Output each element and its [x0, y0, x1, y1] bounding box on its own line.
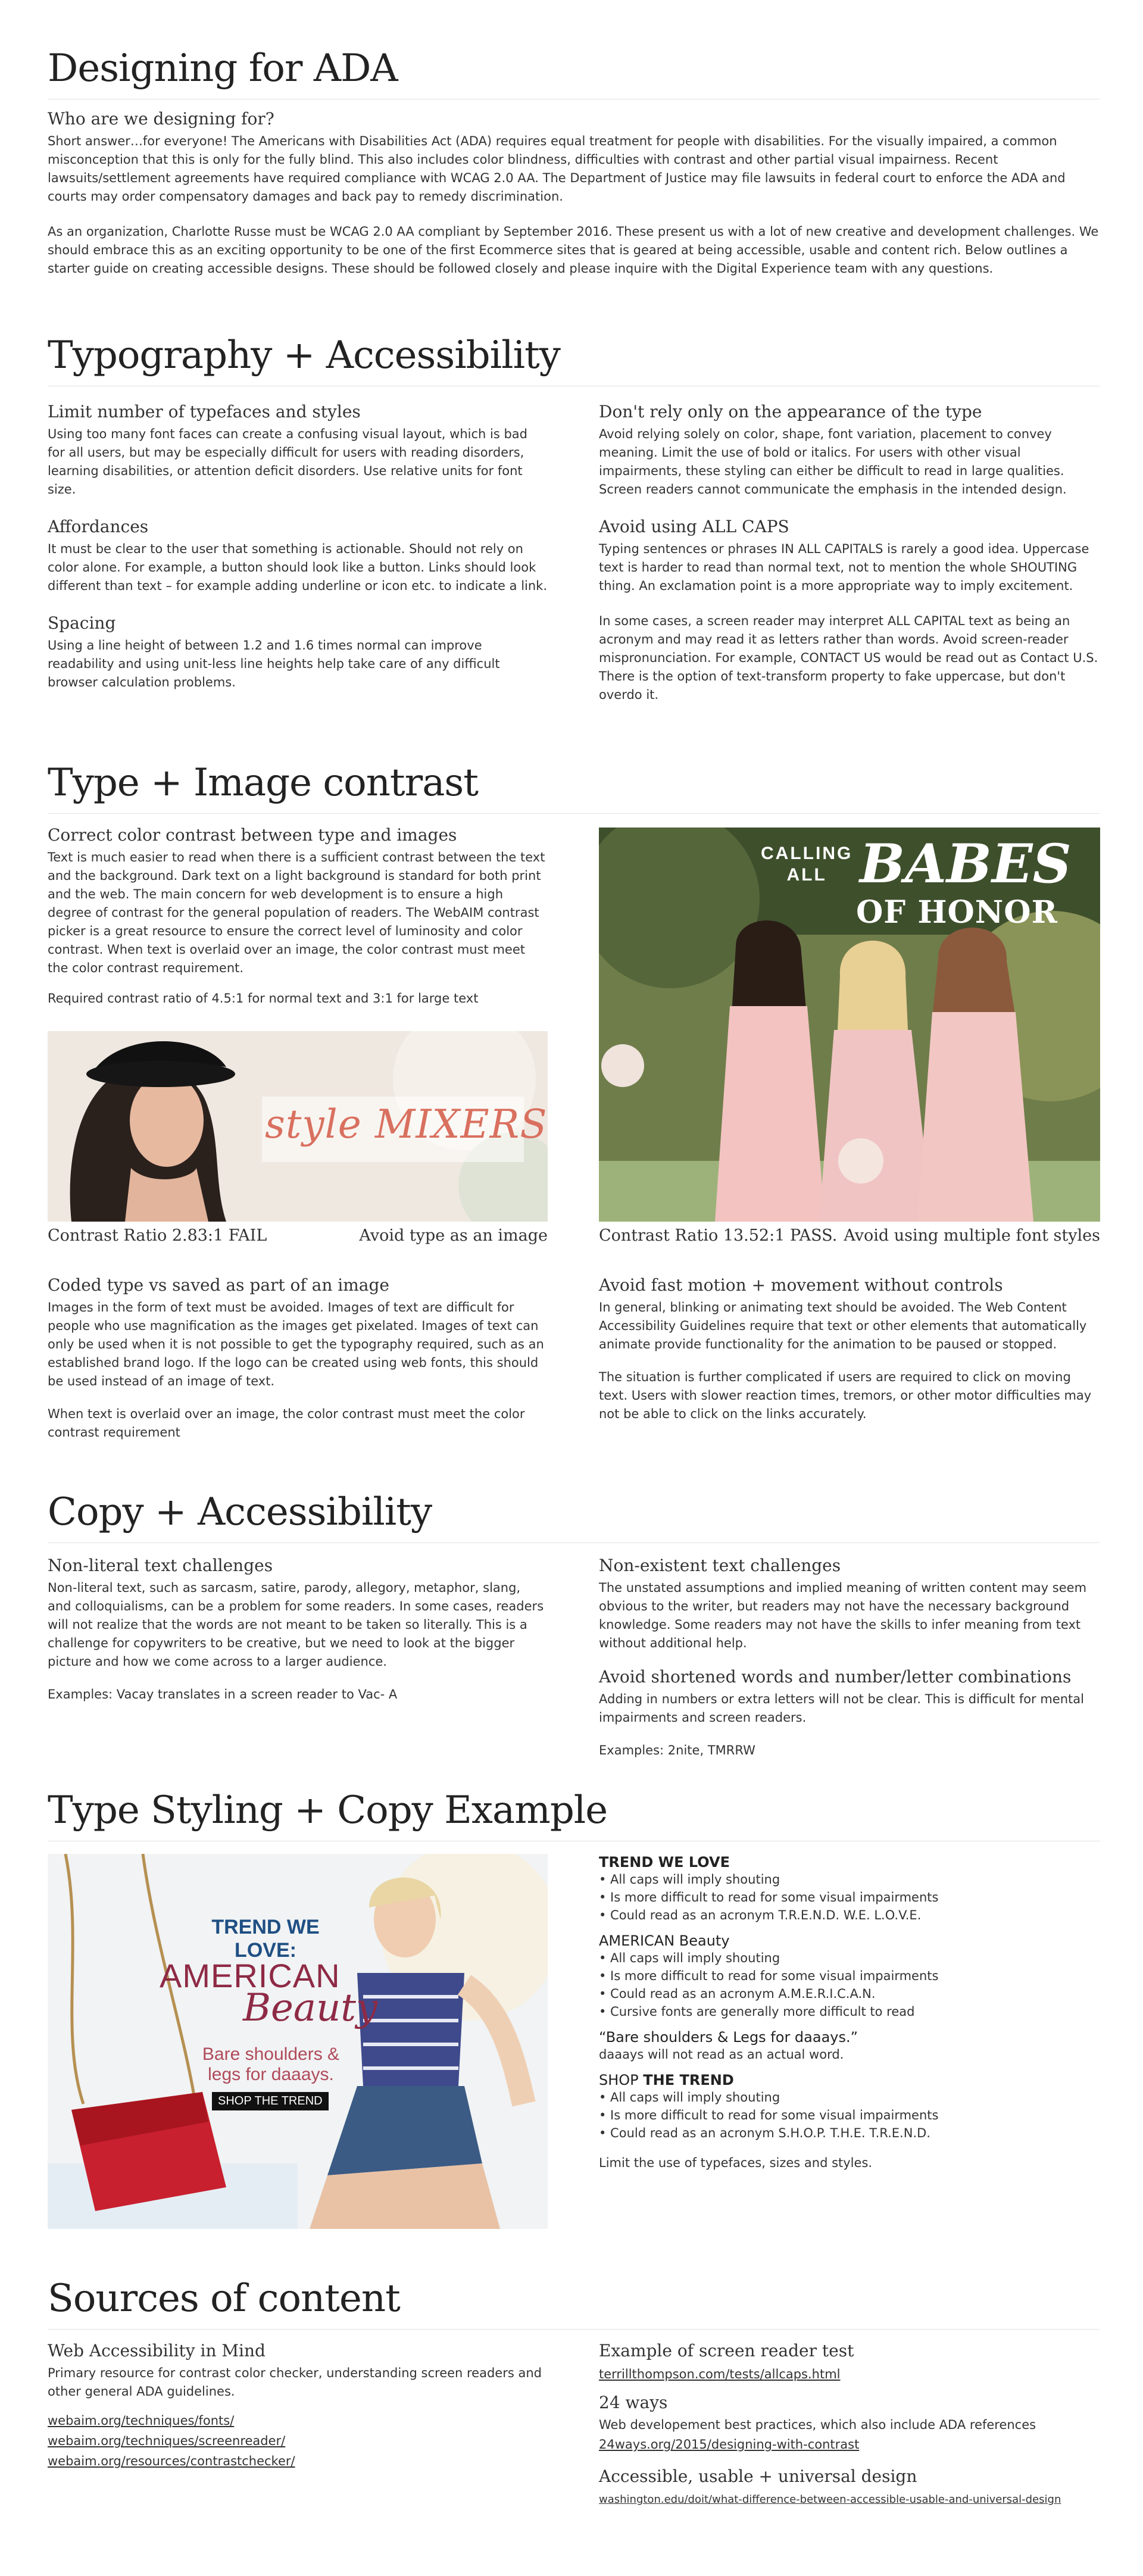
section-example [48, 1788, 1100, 2170]
bullet-item: • Is more difficult to read for some visual impairments [599, 1890, 939, 1904]
source-link[interactable]: webaim.org/techniques/fonts/ [48, 2413, 235, 2428]
shop-label: SHOP [599, 2072, 644, 2088]
source-link[interactable]: terrillthompson.com/tests/allcaps.html [599, 2367, 841, 2381]
source-link[interactable]: webaim.org/techniques/screenreader/ [48, 2434, 286, 2448]
style-mixers-logo: style MIXERS [265, 1101, 548, 1147]
paragraph: Examples: Vacay translates in a screen reader to Vac- A [48, 1687, 398, 1701]
calling-label: CALLING [761, 844, 853, 863]
subheading: Avoid fast motion + movement without controls [599, 1275, 1003, 1295]
example-illustration [48, 1854, 548, 2229]
bullet-item: • Could read as an acronym T.R.E.N.D. W.E. L.O.V.E. [599, 1908, 922, 1922]
shop-the-trend-button[interactable]: SHOP THE TREND [212, 2092, 329, 2110]
paragraph: Typing sentences or phrases IN ALL CAPITALS is rarely a good idea. Uppercase text is harder to read than normal text, not to mention the whole SHOUTING thing. An exclamation point is a more appropriate way to imply excitement. [599, 542, 1089, 593]
column-right [599, 1854, 1099, 2182]
paragraph: Using too many font faces can create a confusing visual layout, which is bad for all users, but may be especially difficult for users with reading disorders, learning disabilities, or attention deficit disorders. Use relative units for font size. [48, 427, 527, 497]
column-left [48, 1275, 548, 1451]
bullet-item: • All caps will imply shouting [599, 1872, 780, 1887]
paragraph: In some cases, a screen reader may interpret ALL CAPITAL text as being an acronym and may read it as letters rather than words. Avoid screen-reader mispronunciation. For example, CONTACT US would be read out as Contact U.S. There is the option of text-transform property to fake uppercase, but don't overdo it. [599, 614, 1098, 702]
source-link[interactable]: webaim.org/resources/contrastchecker/ [48, 2454, 295, 2468]
line-2: legs for daaays. [208, 2065, 334, 2084]
section-title: Designing for ADA [48, 46, 398, 90]
bullet-item: • Is more difficult to read for some visual impairments [599, 1969, 939, 1983]
subheading: Don't rely only on the appearance of the type [599, 402, 982, 421]
column-right [599, 1556, 1099, 1769]
bullet-item: • Cursive fonts are generally more difficult to read [599, 2004, 915, 2019]
caption-row [48, 1226, 548, 1245]
example-heading: TREND WE LOVE [599, 1854, 730, 1871]
section-title: Typography + Accessibility [48, 333, 560, 377]
note: Limit the use of typefaces, sizes and styles. [599, 2156, 873, 2170]
section-sources [48, 2277, 1100, 2506]
example-heading [599, 2072, 1099, 2088]
bullet-list [599, 1949, 1099, 2021]
caption-note: Avoid using multiple font styles [844, 1226, 1100, 1245]
subheading: Spacing [48, 613, 116, 633]
paragraph: Required contrast ratio of 4.5:1 for normal text and 3:1 for large text [48, 991, 479, 1006]
paragraph: Short answer…for everyone! The Americans with Disabilities Act (ADA) requires equal treatment for people with disabilities. For the visually impaired, a common misconception that this is only for the fully blind. This also includes color blindness, difficulties with contrast and other partial visual impairness. Recent lawsuits/settlement agreements have required compliance with WCAG 2.0 AA. The Department of Justice may file lawsuits in federal court to enforce the ADA and courts may order compensatory damages and back pay to remedy discrimination. [48, 134, 1066, 204]
paragraph: Avoid relying solely on color, shape, font variation, placement to convey meaning. Limit the use of bold or italics. For users with other visual impairments, these styling can either be difficult to read in large qualities. Screen readers cannot communicate the emphasis in the intended design. [599, 427, 1067, 497]
paragraph: Examples: 2nite, TMRRW [599, 1743, 755, 1757]
paragraph: Primary resource for contrast color checker, understanding screen readers and other general ADA guidelines. [48, 2366, 542, 2399]
bullet-list [599, 1871, 1099, 1924]
caption-note: Avoid type as an image [359, 1226, 548, 1245]
example-heading: AMERICAN Beauty [599, 1932, 730, 1949]
the-trend-label: THE TREND [643, 2072, 734, 2088]
paragraph: The situation is further complicated if users are required to click on moving text. Users with slower reaction times, tremors, or other motor difficulties may not be able to click on the links accurately. [599, 1370, 1092, 1421]
column-left [48, 2341, 548, 2471]
american-beauty-image [48, 1854, 548, 2229]
paragraph: Using a line height of between 1.2 and 1.6 times normal can improve readability and using unit-less line heights help take care of any difficult browser calculation problems. [48, 638, 500, 689]
paragraph: It must be clear to the user that something is actionable. Should not rely on color alone. For example, a button should look like a button. Links should look different than text – for example adding underline or icon etc. to indicate a link. [48, 542, 548, 593]
paragraph: Images in the form of text must be avoided. Images of text are difficult for people who use magnification as the images get pixelated. Images of text can only be used when it is not possible to get the typography required, such as an established brand logo. If the logo can be created using web fonts, this should be used instead of an image of text. [48, 1300, 544, 1388]
example-heading: “Bare shoulders & Legs for daaays.” [599, 2029, 858, 2046]
subheading: Avoid shortened words and number/letter combinations [599, 1667, 1072, 1687]
column-left [48, 402, 548, 701]
bullet-list [599, 2088, 1099, 2142]
source-link[interactable]: washington.edu/doit/what-difference-between-accessible-usable-and-universal-design [599, 2493, 1061, 2506]
of-honor-title: OF HONOR [856, 894, 1058, 931]
paragraph: When text is overlaid over an image, the color contrast must meet the color contrast requirement [48, 1407, 525, 1440]
column-right [599, 1275, 1099, 1433]
subheading: Accessible, usable + universal design [599, 2466, 917, 2486]
section-title: Type Styling + Copy Example [48, 1788, 608, 1832]
section-copy [48, 1490, 1100, 1757]
all-label: ALL [786, 865, 827, 885]
subheading: Affordances [48, 517, 149, 536]
babes-of-honor-image [599, 828, 1100, 1222]
bullet-item: • Is more difficult to read for some visual impairments [599, 2108, 939, 2122]
subheading: Coded type vs saved as part of an image [48, 1275, 389, 1295]
paragraph: Web developement best practices, which also include ADA references [599, 2418, 1036, 2432]
divider [48, 813, 1100, 814]
section-designing [48, 46, 1100, 288]
paragraph: The unstated assumptions and implied meaning of written content may seem obvious to the writer, but readers may not have the necessary background knowledge. Some readers may not have the skills to infer meaning from text without additional help. [599, 1581, 1087, 1650]
divider [48, 2329, 1100, 2330]
paragraph: Text is much easier to read when there is a sufficient contrast between the text and the background. Dark text on a light background is standard for both print and the web. The main concern for web development is to ensure a high degree of contrast for the general population of readers. The WebAIM contrast picker is a great resource to ensure the correct level of luminosity and color contrast. When text is overlaid over an image, the color contrast must meet the color contrast requirement. [48, 850, 545, 975]
section-contrast [48, 761, 1100, 1440]
paragraph: As an organization, Charlotte Russe must be WCAG 2.0 AA compliant by September 2016. These present us with a lot of new creative and development challenges. We should embrace this as an exciting opportunity to be one of the first Ecommerce sites that is geared at being accessible, usable and content rich. Below outlines a starter guide on creating accessible designs. These should be followed closely and please inquire with the Digital Experience team with any questions. [48, 224, 1099, 276]
line-1: Bare shoulders & [202, 2044, 340, 2064]
bare-shoulders-text [196, 2044, 345, 2085]
section-title: Type + Image contrast [48, 761, 478, 805]
bullet-item: • All caps will imply shouting [599, 1951, 780, 1965]
column-left [48, 825, 548, 1017]
subheading: Avoid using ALL CAPS [599, 517, 789, 536]
bullet-item: • Could read as an acronym A.M.E.R.I.C.A.N. [599, 1987, 876, 2001]
paragraph: Adding in numbers or extra letters will not be clear. This is difficult for mental impairments and screen readers. [599, 1692, 1084, 1725]
bullet-item: daaays will not read as an actual word. [599, 2047, 844, 2062]
subheading: Limit number of typefaces and styles [48, 402, 361, 421]
section-typography [48, 333, 1100, 702]
contrast-ratio-fail: Contrast Ratio 2.83:1 FAIL [48, 1226, 267, 1245]
caption-row [599, 1226, 1100, 1245]
subheading: Non-existent text challenges [599, 1556, 841, 1575]
style-mixers-image [48, 1031, 548, 1222]
bullet-list [599, 2046, 1099, 2063]
subheading: Example of screen reader test [599, 2341, 854, 2360]
bullet-item: • All caps will imply shouting [599, 2090, 780, 2104]
section-title: Copy + Accessibility [48, 1490, 432, 1534]
bullet-item: • Could read as an acronym S.H.O.P. T.H.E. T.R.E.N.D. [599, 2126, 930, 2140]
american-text: AMERICAN [160, 1957, 341, 1994]
subheading: Non-literal text challenges [48, 1556, 273, 1575]
trend-we-love-text: TREND WE LOVE: [211, 1916, 320, 1962]
source-link[interactable]: 24ways.org/2015/designing-with-contrast [599, 2437, 860, 2452]
subheading: Correct color contrast between type and images [48, 825, 457, 845]
subheading: 24 ways [599, 2393, 668, 2412]
calling-all-text [761, 843, 852, 886]
babes-title: BABES [860, 832, 1072, 895]
column-right [599, 2341, 1099, 2510]
subheading: Who are we designing for? [48, 109, 274, 129]
paragraph: Non-literal text, such as sarcasm, satire, parody, allegory, metaphor, slang, and colloquialisms, can be a problem for some readers. In some cases, readers will not realize that the words are not meant to be taken so literally. This is a challenge for copywriters to be creative, but we need to look at the bigger picture and how we come across to a larger audience. [48, 1581, 544, 1669]
beauty-text: Beauty [243, 1986, 378, 2030]
contrast-ratio-pass: Contrast Ratio 13.52:1 PASS. [599, 1226, 838, 1245]
subheading: Web Accessibility in Mind [48, 2341, 266, 2360]
column-right [599, 402, 1099, 714]
section-title: Sources of content [48, 2277, 400, 2321]
paragraph: In general, blinking or animating text should be avoided. The Web Content Accessibility Guidelines require that text or other elements that automatically animate provide functionality for the animation to be paused or stopped. [599, 1300, 1087, 1351]
column-left [48, 1556, 548, 1713]
